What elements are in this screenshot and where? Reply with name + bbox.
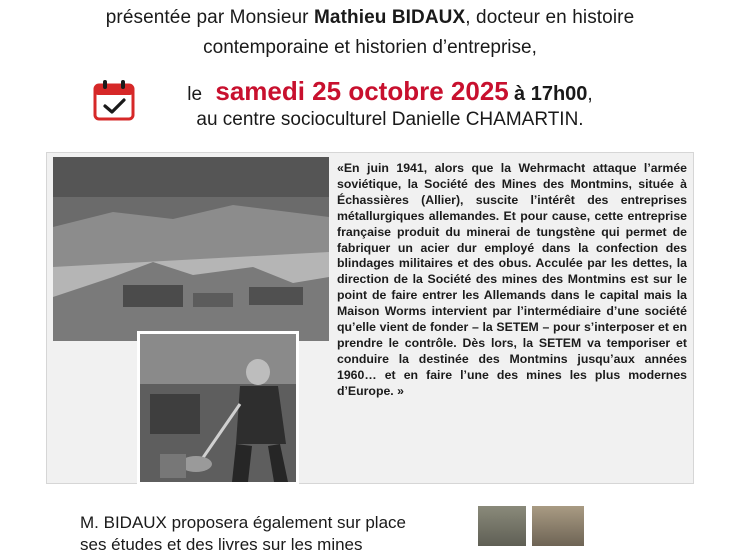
event-prefix: le xyxy=(187,84,203,105)
intro-suffix: , docteur en histoire xyxy=(465,7,635,28)
speaker-name: Mathieu BIDAUX xyxy=(313,7,466,28)
quote-panel xyxy=(46,152,694,484)
miners-working-photo xyxy=(137,331,299,485)
footer-line-1: M. BIDAUX proposera également sur place xyxy=(80,513,406,532)
intro-line-2: contemporaine et historien d’entreprise, xyxy=(203,37,537,58)
footer-line-2: ses études et des livres sur les mines xyxy=(80,535,363,554)
event-time-suffix: , xyxy=(587,84,593,105)
event-date: samedi 25 octobre 2025 xyxy=(215,76,509,106)
intro-prefix: présentée par Monsieur xyxy=(105,7,314,28)
event-venue: au centre socioculturel Danielle CHAMARTIN. xyxy=(196,109,584,130)
intro-line xyxy=(0,6,740,30)
event-time: à 17h00 xyxy=(514,83,588,105)
history-quote: «En juin 1941, alors que la Wehrmacht attaque l’armée soviétique, la Société des Mines des Montmins, située à Échassières (Allier), suscite l’intérêt des entreprises métallurgiques allemandes. Et pour cause, cette entreprise française produit du minerai de tungstène qui permet de fabriquer un acier dur employé dans la confection des blindages militaires et des obus. Acculée par les dettes, la direction de la Société des mines des Montmins est sur le point de faire entrer les Allemands dans le capital mais la Maison Worms intervient par l’intermédiaire d’une société qu’elle vient de fonder – la SETEM – pour s’interposer et en prendre le contrôle. Dès lors, la SETEM va temporiser et conduire la destinée des Montmins jusqu’aux années 1960… et en faire l’une des mines les plus modernes d’Europe. » xyxy=(337,161,687,398)
book-thumbnails xyxy=(478,506,584,546)
book-thumbnail-1 xyxy=(478,506,526,546)
book-thumbnail-2 xyxy=(532,506,584,546)
mine-landscape-photo xyxy=(53,157,329,341)
event-date-line xyxy=(0,76,740,110)
